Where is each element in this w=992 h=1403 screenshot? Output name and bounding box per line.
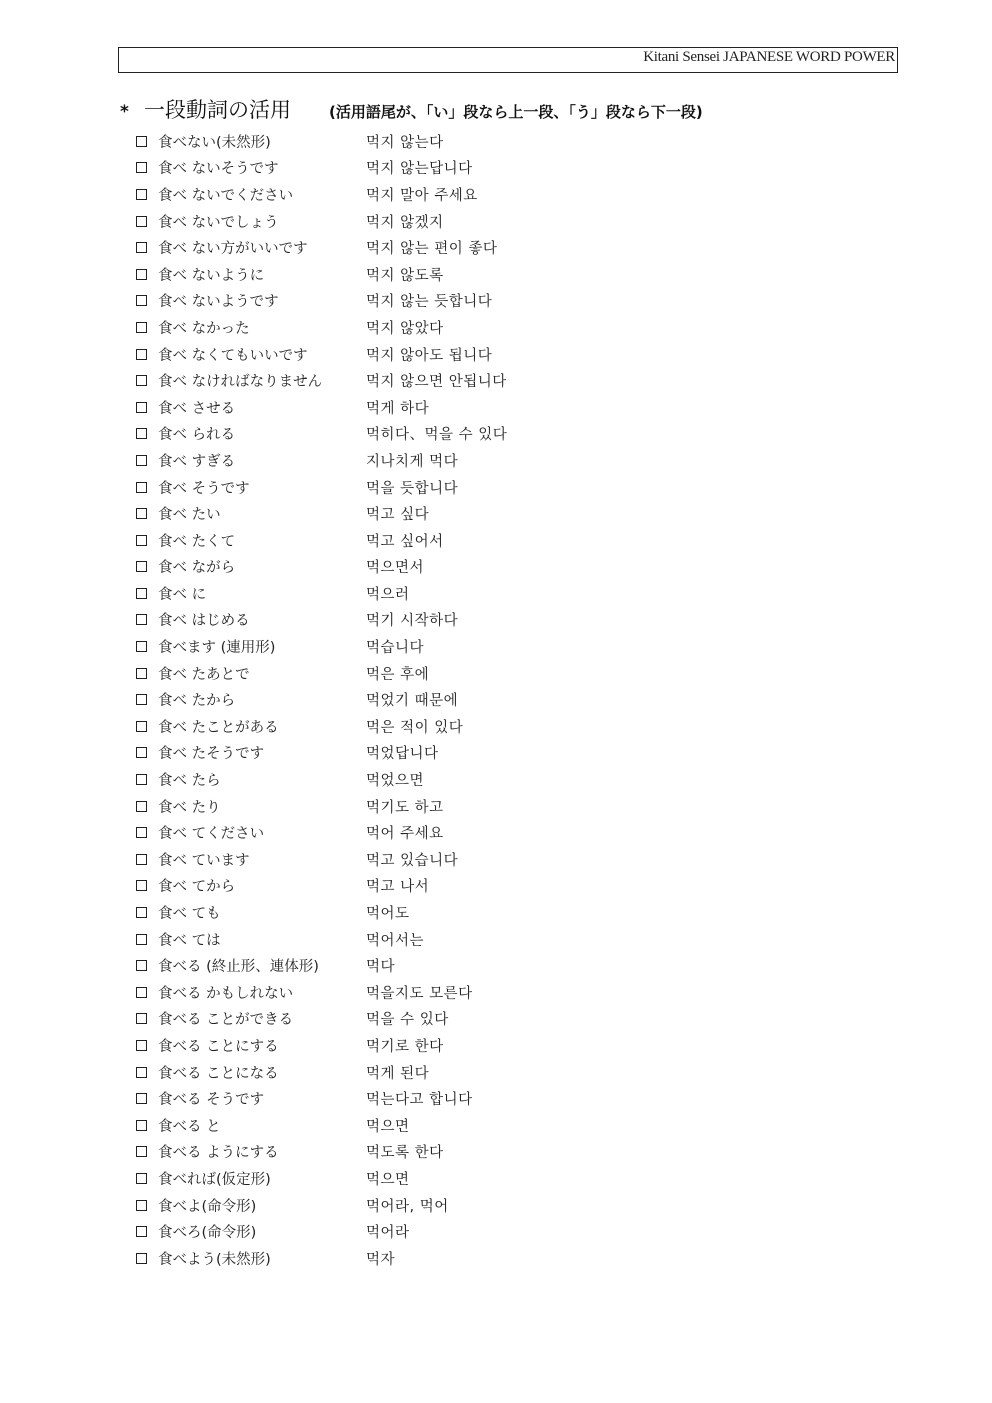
- list-item: [136, 952, 507, 979]
- korean-meaning: 먹기도 하고: [366, 799, 444, 816]
- korean-meaning: 먹고 있습니다: [366, 852, 459, 869]
- korean-meaning: 먹는다고 합니다: [366, 1092, 473, 1109]
- checkbox-icon[interactable]: [136, 189, 147, 200]
- japanese-form: 食べ ています: [158, 852, 250, 869]
- list-item: [136, 1139, 507, 1166]
- korean-meaning: 먹은 적이 있다: [366, 719, 464, 736]
- list-item: [136, 261, 507, 288]
- list-item: [136, 1165, 507, 1192]
- list-item: [136, 288, 507, 315]
- japanese-form: 食べ たり: [158, 799, 221, 816]
- japanese-form: 食べ たそうです: [158, 746, 265, 763]
- list-item: [136, 474, 507, 501]
- japanese-form: 食べ なければなりません: [158, 374, 323, 391]
- checkbox-icon[interactable]: [136, 774, 147, 785]
- japanese-form: 食べ ながら: [158, 560, 236, 577]
- header-title: Kitani Sensei JAPANESE WORD POWER: [643, 49, 895, 65]
- korean-meaning: 먹고 나서: [366, 879, 430, 896]
- japanese-form: 食べよう(未然形): [158, 1251, 271, 1268]
- list-item: [136, 234, 507, 261]
- section-subheading: (活用語尾が、「い」段なら上一段、「う」段なら下一段): [329, 103, 703, 121]
- list-item: [136, 713, 507, 740]
- korean-meaning: 먹어 주세요: [366, 826, 444, 843]
- list-item: [136, 979, 507, 1006]
- list-item: [136, 208, 507, 235]
- section-heading: 一段動詞の活用: [144, 98, 291, 122]
- list-item: [136, 660, 507, 687]
- korean-meaning: 먹었으면: [366, 773, 425, 790]
- korean-meaning: 먹었답니다: [366, 746, 439, 763]
- list-item: [136, 686, 507, 713]
- korean-meaning: 먹어라, 먹어: [366, 1198, 449, 1215]
- japanese-form: 食べ ない方がいいです: [158, 241, 308, 258]
- checkbox-icon[interactable]: [136, 747, 147, 758]
- japanese-form: 食べれば(仮定形): [158, 1171, 271, 1188]
- korean-meaning: 먹지 않는다: [366, 134, 444, 151]
- list-item: [136, 633, 507, 660]
- section-title: [120, 94, 703, 124]
- korean-meaning: 먹지 않으면 안됩니다: [366, 374, 507, 391]
- japanese-form: 食べる (終止形、連体形): [158, 959, 319, 976]
- japanese-form: 食べ ても: [158, 906, 221, 923]
- korean-meaning: 먹습니다: [366, 640, 425, 657]
- korean-meaning: 먹으러: [366, 586, 410, 603]
- list-item: [136, 1192, 507, 1219]
- list-item: [136, 155, 507, 182]
- japanese-form: 食べ ないようです: [158, 294, 279, 311]
- checkbox-icon[interactable]: [136, 1120, 147, 1131]
- checkbox-icon[interactable]: [136, 588, 147, 599]
- list-item: [136, 846, 507, 873]
- japanese-form: 食べ はじめる: [158, 613, 250, 630]
- korean-meaning: 먹은 후에: [366, 666, 430, 683]
- japanese-form: 食べ ては: [158, 932, 221, 949]
- list-item: [136, 580, 507, 607]
- korean-meaning: 먹지 말아 주세요: [366, 187, 478, 204]
- list-item: [136, 527, 507, 554]
- korean-meaning: 먹지 않는 편이 좋다: [366, 241, 498, 258]
- korean-meaning: 먹으면서: [366, 560, 425, 577]
- japanese-form: 食べ たあとで: [158, 666, 250, 683]
- checkbox-icon[interactable]: [136, 854, 147, 865]
- japanese-form: 食べ てください: [158, 826, 265, 843]
- checkbox-icon[interactable]: [136, 455, 147, 466]
- checkbox-icon[interactable]: [136, 934, 147, 945]
- korean-meaning: 먹지 않겠지: [366, 214, 444, 231]
- japanese-form: 食べ たから: [158, 693, 236, 710]
- korean-meaning: 먹으면: [366, 1118, 410, 1135]
- list-item: [136, 181, 507, 208]
- japanese-form: 食べ ないそうです: [158, 161, 279, 178]
- list-item: [136, 554, 507, 581]
- checkbox-icon[interactable]: [136, 1067, 147, 1078]
- japanese-form: 食べ させる: [158, 400, 236, 417]
- checkbox-icon[interactable]: [136, 1146, 147, 1157]
- japanese-form: 食べる ようにする: [158, 1145, 279, 1162]
- checkbox-icon[interactable]: [136, 242, 147, 253]
- checkbox-icon[interactable]: [136, 641, 147, 652]
- list-item: [136, 1245, 507, 1272]
- list-item: [136, 873, 507, 900]
- list-item: [136, 899, 507, 926]
- checkbox-icon[interactable]: [136, 136, 147, 147]
- list-item: [136, 1112, 507, 1139]
- japanese-form: 食べろ(命令形): [158, 1225, 257, 1242]
- korean-meaning: 먹히다、먹을 수 있다: [366, 427, 508, 444]
- checkbox-icon[interactable]: [136, 827, 147, 838]
- checkbox-icon[interactable]: [136, 614, 147, 625]
- korean-meaning: 먹어서는: [366, 932, 425, 949]
- japanese-form: 食べ られる: [158, 427, 236, 444]
- checkbox-icon[interactable]: [136, 561, 147, 572]
- japanese-form: 食べる と: [158, 1118, 221, 1135]
- checkbox-icon[interactable]: [136, 1173, 147, 1184]
- korean-meaning: 먹기로 한다: [366, 1038, 444, 1055]
- list-item: [136, 607, 507, 634]
- list-item: [136, 128, 507, 155]
- checkbox-icon[interactable]: [136, 907, 147, 918]
- korean-meaning: 먹지 않는 듯합니다: [366, 294, 493, 311]
- list-item: [136, 1059, 507, 1086]
- japanese-form: 食べよ(命令形): [158, 1198, 257, 1215]
- korean-meaning: 먹어라: [366, 1225, 410, 1242]
- japanese-form: 食べ ないように: [158, 267, 265, 284]
- japanese-form: 食べます (連用形): [158, 640, 276, 657]
- japanese-form: 食べ すぎる: [158, 453, 236, 470]
- checkbox-icon[interactable]: [136, 1226, 147, 1237]
- japanese-form: 食べ ないでしょう: [158, 214, 279, 231]
- korean-meaning: 지나치게 먹다: [366, 453, 459, 470]
- list-item: [136, 740, 507, 767]
- checkbox-icon[interactable]: [136, 322, 147, 333]
- checkbox-icon[interactable]: [136, 801, 147, 812]
- japanese-form: 食べる かもしれない: [158, 985, 294, 1002]
- checkbox-icon[interactable]: [136, 721, 147, 732]
- korean-meaning: 먹어도: [366, 906, 410, 923]
- list-item: [136, 447, 507, 474]
- japanese-form: 食べ てから: [158, 879, 236, 896]
- korean-meaning: 먹지 않도록: [366, 267, 444, 284]
- checkbox-icon[interactable]: [136, 349, 147, 360]
- checkbox-icon[interactable]: [136, 162, 147, 173]
- korean-meaning: 먹지 않았다: [366, 320, 444, 337]
- japanese-form: 食べ なくてもいいです: [158, 347, 308, 364]
- checkbox-icon[interactable]: [136, 428, 147, 439]
- list-item: [136, 421, 507, 448]
- japanese-form: 食べ たことがある: [158, 719, 279, 736]
- conjugation-list: [136, 128, 507, 1272]
- korean-meaning: 먹지 않아도 됩니다: [366, 347, 493, 364]
- checkbox-icon[interactable]: [136, 1200, 147, 1211]
- checkbox-icon[interactable]: [136, 960, 147, 971]
- checkbox-icon[interactable]: [136, 535, 147, 546]
- japanese-form: 食べ たくて: [158, 533, 236, 550]
- checkbox-icon[interactable]: [136, 402, 147, 413]
- list-item: [136, 341, 507, 368]
- korean-meaning: 먹지 않는답니다: [366, 161, 473, 178]
- list-item: [136, 766, 507, 793]
- japanese-form: 食べ に: [158, 586, 207, 603]
- japanese-form: 食べる ことができる: [158, 1012, 294, 1029]
- korean-meaning: 먹으면: [366, 1171, 410, 1188]
- korean-meaning: 먹을지도 모른다: [366, 985, 473, 1002]
- list-item: [136, 1006, 507, 1033]
- japanese-form: 食べない(未然形): [158, 134, 271, 151]
- japanese-form: 食べる そうです: [158, 1092, 265, 1109]
- korean-meaning: 먹게 된다: [366, 1065, 430, 1082]
- bullet-asterisk: *: [120, 102, 129, 122]
- list-item: [136, 819, 507, 846]
- list-item: [136, 314, 507, 341]
- korean-meaning: 먹을 듯합니다: [366, 480, 459, 497]
- list-item: [136, 926, 507, 953]
- korean-meaning: 먹다: [366, 959, 396, 976]
- checkbox-icon[interactable]: [136, 694, 147, 705]
- checkbox-icon[interactable]: [136, 1093, 147, 1104]
- japanese-form: 食べる ことにする: [158, 1038, 279, 1055]
- list-item: [136, 367, 507, 394]
- checkbox-icon[interactable]: [136, 269, 147, 280]
- korean-meaning: 먹고 싶다: [366, 507, 430, 524]
- korean-meaning: 먹었기 때문에: [366, 693, 459, 710]
- korean-meaning: 먹도록 한다: [366, 1145, 444, 1162]
- checkbox-icon[interactable]: [136, 482, 147, 493]
- list-item: [136, 793, 507, 820]
- list-item: [136, 500, 507, 527]
- page-header: [118, 47, 898, 73]
- korean-meaning: 먹고 싶어서: [366, 533, 444, 550]
- japanese-form: 食べ そうです: [158, 480, 250, 497]
- checkbox-icon[interactable]: [136, 1253, 147, 1264]
- checkbox-icon[interactable]: [136, 987, 147, 998]
- japanese-form: 食べ ないでください: [158, 187, 294, 204]
- japanese-form: 食べ たら: [158, 773, 221, 790]
- checkbox-icon[interactable]: [136, 295, 147, 306]
- checkbox-icon[interactable]: [136, 1013, 147, 1024]
- checkbox-icon[interactable]: [136, 1040, 147, 1051]
- korean-meaning: 먹자: [366, 1251, 396, 1268]
- korean-meaning: 먹을 수 있다: [366, 1012, 449, 1029]
- korean-meaning: 먹기 시작하다: [366, 613, 459, 630]
- japanese-form: 食べ たい: [158, 507, 221, 524]
- list-item: [136, 1032, 507, 1059]
- korean-meaning: 먹게 하다: [366, 400, 430, 417]
- list-item: [136, 1085, 507, 1112]
- list-item: [136, 394, 507, 421]
- japanese-form: 食べる ことになる: [158, 1065, 279, 1082]
- checkbox-icon[interactable]: [136, 880, 147, 891]
- list-item: [136, 1218, 507, 1245]
- japanese-form: 食べ なかった: [158, 320, 250, 337]
- checkbox-icon[interactable]: [136, 375, 147, 386]
- checkbox-icon[interactable]: [136, 216, 147, 227]
- checkbox-icon[interactable]: [136, 508, 147, 519]
- checkbox-icon[interactable]: [136, 668, 147, 679]
